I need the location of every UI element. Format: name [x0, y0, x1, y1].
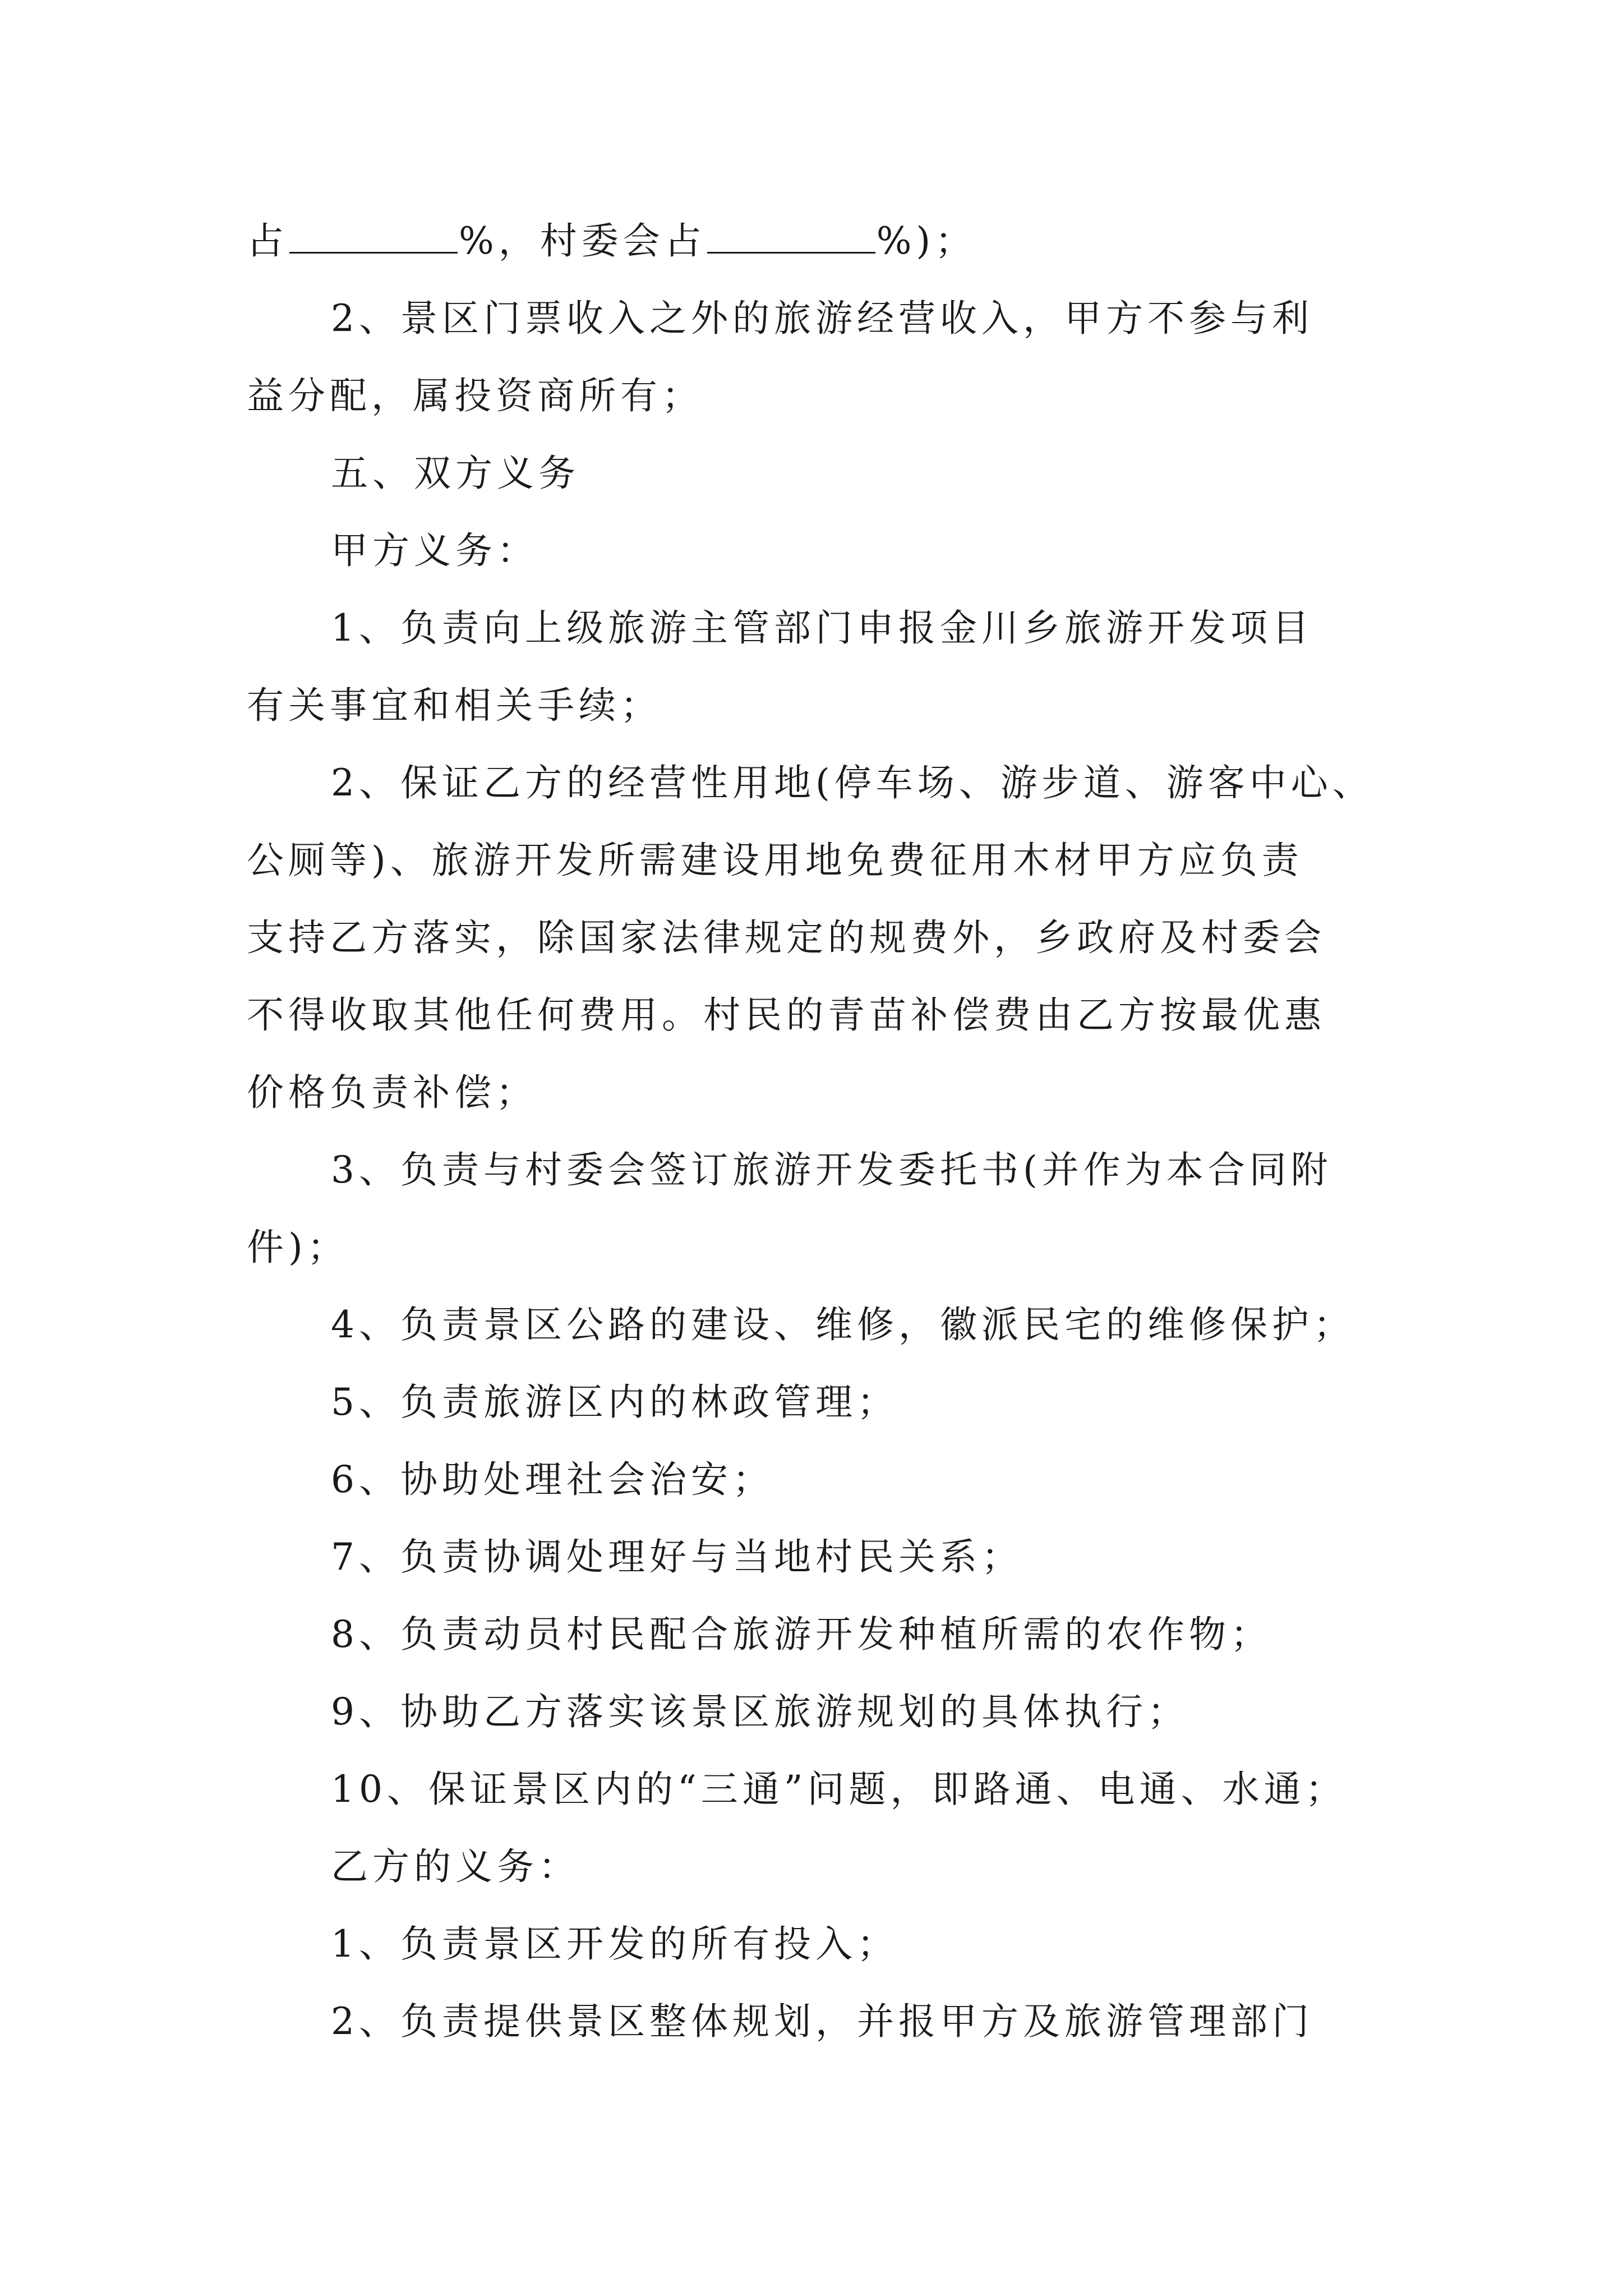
party-a-item-2-line-2: 公厕等)、旅游开发所需建设用地免费征用木材甲方应负责 — [247, 839, 1303, 882]
line-1-seg-3: %)； — [876, 219, 977, 263]
party-a-item-5: 5、负责旅游区内的林政管理； — [331, 1381, 898, 1424]
paragraph-line-2: 2、景区门票收入之外的旅游经营收入，甲方不参与利 — [331, 297, 1313, 340]
party-b-item-1: 1、负责景区开发的所有投入； — [331, 1922, 898, 1966]
party-a-item-8: 8、负责动员村民配合旅游开发种植所需的农作物； — [331, 1613, 1272, 1656]
line-1-seg-2: %，村委会占 — [459, 219, 706, 263]
party-a-item-4: 4、负责景区公路的建设、维修，徽派民宅的维修保护； — [331, 1303, 1355, 1346]
party-a-item-2-line-1: 2、保证乙方的经营性用地(停车场、游步道、游客中心、 — [331, 761, 1374, 804]
line-1-seg-1: 占 — [247, 219, 288, 263]
party-a-item-9: 9、协助乙方落实该景区旅游规划的具体执行； — [331, 1690, 1189, 1733]
party-a-item-7: 7、负责协调处理好与当地村民关系； — [331, 1535, 1023, 1579]
party-a-item-2-line-5: 价格负责补偿； — [247, 1071, 537, 1114]
party-a-item-3-line-1: 3、负责与村委会签订旅游开发委托书(并作为本合同附 — [331, 1148, 1332, 1191]
subheading-party-b-obligations: 乙方的义务： — [331, 1845, 580, 1888]
party-b-item-2-line-1: 2、负责提供景区整体规划，并报甲方及旅游管理部门 — [331, 2000, 1313, 2043]
subheading-party-a-obligations: 甲方义务： — [331, 529, 538, 572]
party-a-item-1-line-1: 1、负责向上级旅游主管部门申报金川乡旅游开发项目 — [331, 606, 1313, 650]
percent-blank-1 — [289, 219, 458, 254]
party-a-item-3-line-2: 件)； — [247, 1226, 349, 1269]
paragraph-line-3: 益分配，属投资商所有； — [247, 374, 703, 417]
percent-blank-2 — [707, 219, 875, 254]
section-heading-obligations: 五、双方义务 — [331, 452, 580, 495]
party-a-item-2-line-3: 支持乙方落实，除国家法律规定的规费外，乡政府及村委会 — [247, 916, 1326, 959]
party-a-item-2-line-4: 不得收取其他任何费用。村民的青苗补偿费由乙方按最优惠 — [247, 993, 1326, 1037]
party-a-item-6: 6、协助处理社会治安； — [331, 1458, 774, 1501]
line-1 — [247, 219, 976, 264]
party-a-item-10: 10、保证景区内的“三通”问题，即路通、电通、水通； — [331, 1768, 1347, 1811]
party-a-item-1-line-2: 有关事宜和相关手续； — [247, 684, 662, 727]
